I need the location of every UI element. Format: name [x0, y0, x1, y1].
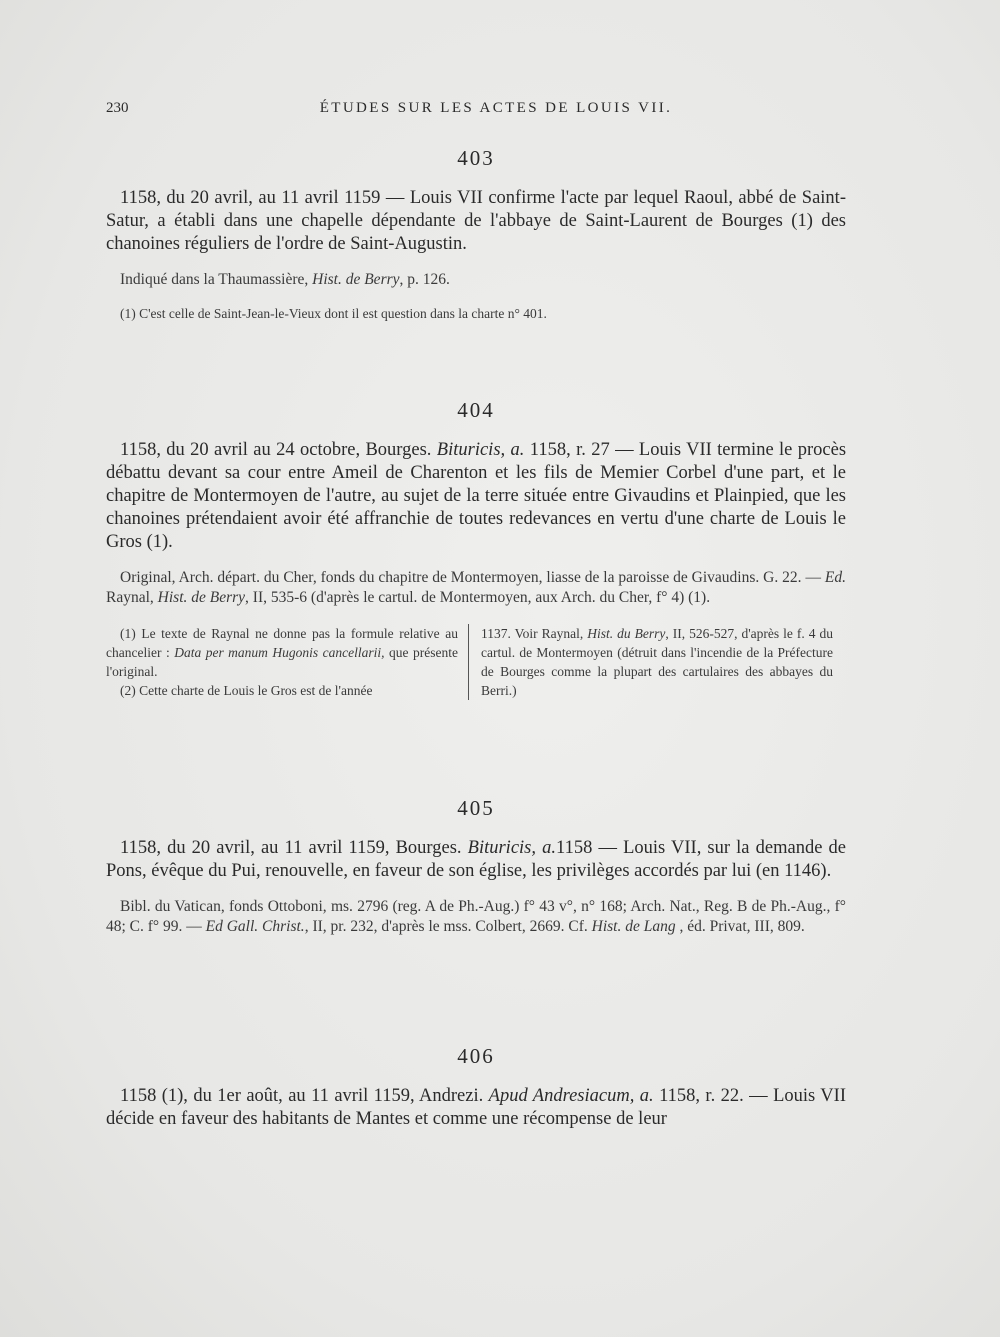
act-404	[106, 398, 846, 700]
footnotes-left: (1) Le texte de Raynal ne donne pas la formule relative au chancelier : Data per manum Hugonis cancellarii, que présente l'original. (2) Cette charte de Louis le Gros est de l'année	[106, 626, 459, 698]
footnotes-right: 1137. Voir Raynal, Hist. du Berry, II, 526-527, d'après le f. 4 du cartul. de Montermoyen (détruit dans l'incendie de la Préfecture de Bourges comme la plupart des cartulaires des abbayes du Berri.)	[481, 626, 834, 698]
page-number: 230	[106, 100, 129, 116]
footnote-divider	[468, 624, 469, 700]
act-text: 1158 (1), du 1er août, au 11 avril 1159, Andrezi. Apud Andresiacum, a. 1158, r. 22. — Louis VII décide en faveur des habitants de Mantes et comme une récompense de leur	[106, 1086, 846, 1129]
act-text: 1158, du 20 avril au 24 octobre, Bourges. Bituricis, a. 1158, r. 27 — Louis VII termine le procès débattu devant sa cour entre Ameil de Charenton et les fils de Memier Corbel d'une part, et le chapitre de Montermoyen de l'autre, au sujet de la terre située entre Givaudins et Plainpied, que les chanoines prétendaient avoir été affranchie de toutes redevances en vertu d'une charte de Louis le Gros (1).	[106, 440, 847, 552]
act-source: Indiqué dans la Thaumassière, Hist. de Berry, p. 126.	[120, 271, 450, 288]
act-405	[106, 796, 846, 937]
act-406	[106, 1044, 846, 1131]
footnotes	[106, 624, 846, 700]
act-number: 404	[457, 398, 495, 422]
act-number: 403	[457, 146, 495, 170]
act-source: Original, Arch. départ. du Cher, fonds du chapitre de Montermoyen, liasse de la paroisse de Givaudins. G. 22. — Ed. Raynal, Hist. de Berry, II, 535-6 (d'après le cartul. de Montermoyen, aux Arch. du Cher, f° 4) (1).	[106, 569, 846, 606]
act-source: Bibl. du Vatican, fonds Ottoboni, ms. 2796 (reg. A de Ph.-Aug.) f° 43 v°, n° 168; Arch. Nat., Reg. B de Ph.-Aug., f° 48; C. f° 99. — Ed Gall. Christ., II, pr. 232, d'après le mss. Colbert, 2669. Cf. Hist. de Lang , éd. Privat, III, 809.	[106, 898, 846, 935]
act-text: 1158, du 20 avril, au 11 avril 1159 — Louis VII confirme l'acte par lequel Raoul, abbé de Saint-Satur, a établi dans une chapelle dépendante de l'abbaye de Saint-Laurent de Bourges (1) des chanoines réguliers de l'ordre de Saint-Augustin.	[106, 188, 846, 254]
running-head	[106, 100, 846, 124]
act-text: 1158, du 20 avril, au 11 avril 1159, Bourges. Bituricis, a.1158 — Louis VII, sur la demande de Pons, évêque du Pui, renouvelle, en faveur de son église, les privilèges accordés par lui (en 1146).	[106, 838, 847, 881]
footnote: (1) C'est celle de Saint-Jean-le-Vieux dont il est question dans la charte n° 401.	[120, 306, 547, 321]
running-title: ÉTUDES SUR LES ACTES DE LOUIS VII.	[319, 100, 673, 116]
act-403	[106, 146, 846, 323]
act-number: 405	[457, 796, 495, 820]
act-number: 406	[457, 1044, 495, 1068]
